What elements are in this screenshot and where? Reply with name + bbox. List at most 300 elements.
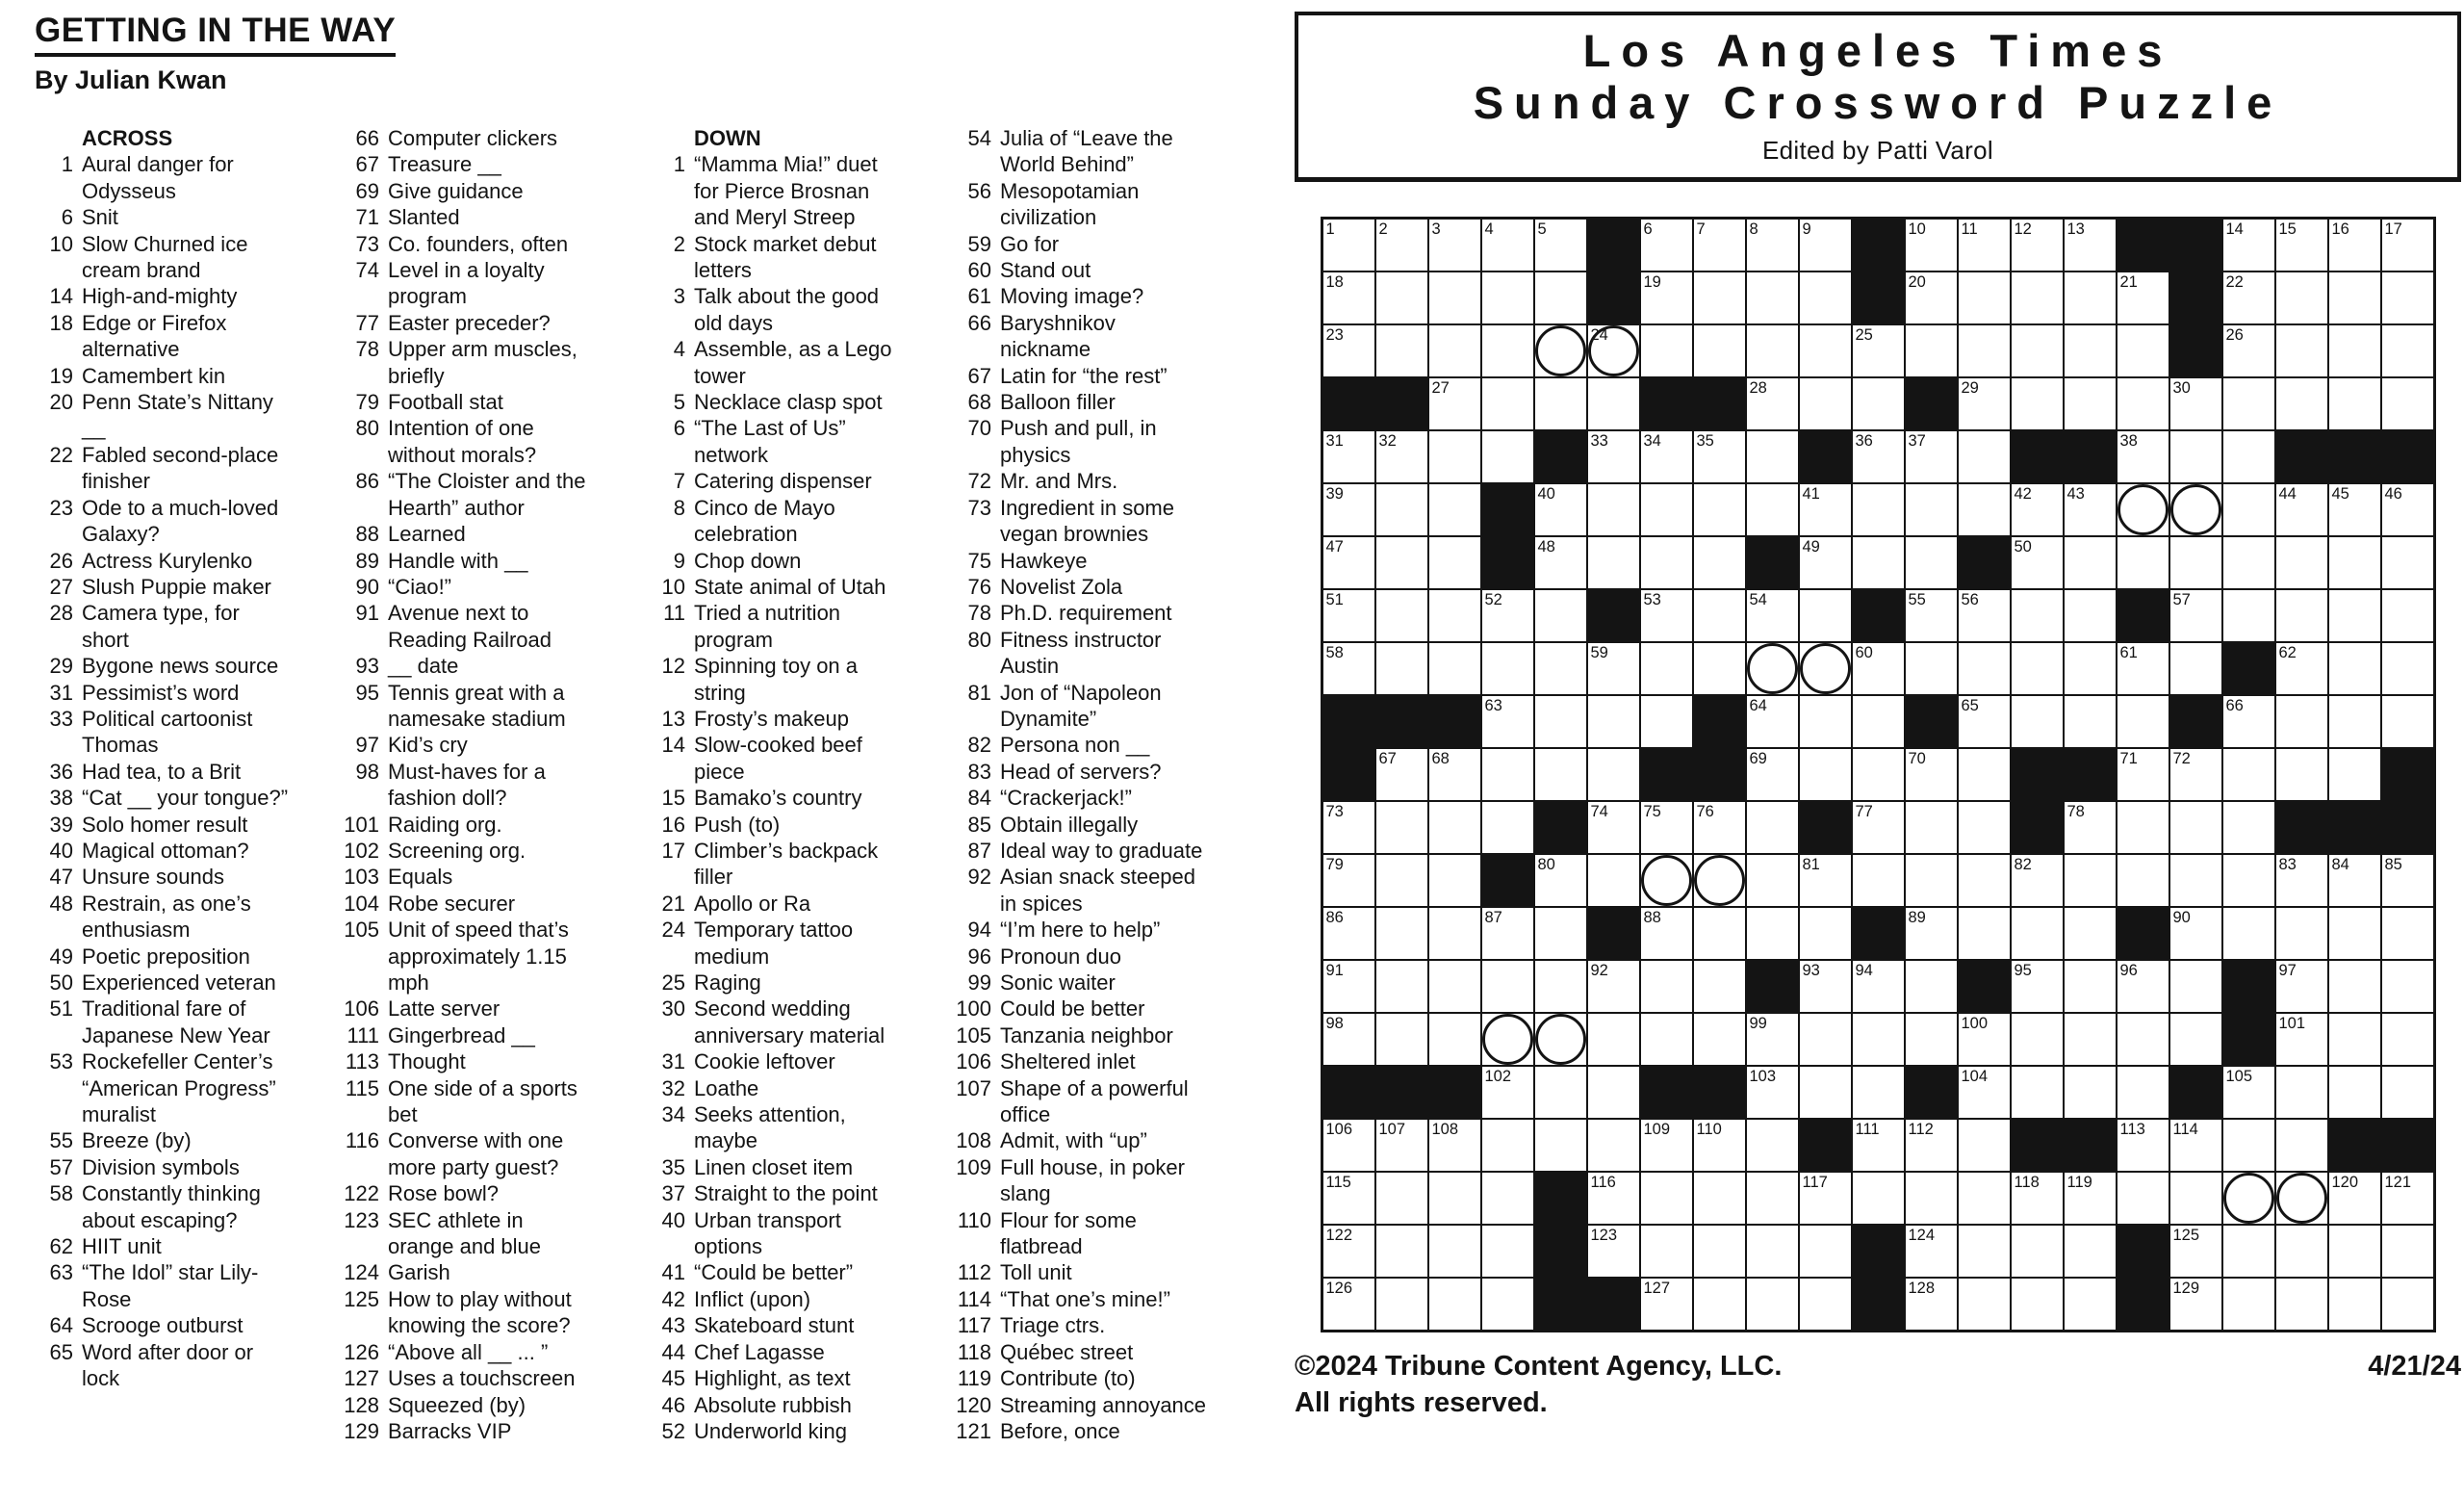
grid-cell[interactable] bbox=[1588, 1173, 1639, 1224]
grid-cell[interactable] bbox=[1906, 961, 1957, 1012]
grid-cell[interactable] bbox=[1906, 220, 1957, 271]
grid-cell[interactable] bbox=[1641, 1014, 1692, 1065]
grid-cell[interactable] bbox=[2223, 1226, 2274, 1277]
grid-cell[interactable] bbox=[2382, 484, 2433, 535]
grid-cell[interactable] bbox=[1323, 431, 1374, 482]
grid-cell[interactable] bbox=[1853, 1120, 1904, 1171]
grid-cell[interactable] bbox=[2118, 855, 2169, 906]
grid-cell[interactable] bbox=[1588, 378, 1639, 429]
grid-cell[interactable] bbox=[1959, 272, 2010, 323]
grid-cell[interactable] bbox=[1747, 1014, 1798, 1065]
grid-cell[interactable] bbox=[1959, 1226, 2010, 1277]
grid-cell[interactable] bbox=[1535, 749, 1586, 800]
grid-cell[interactable] bbox=[2382, 1014, 2433, 1065]
grid-cell[interactable] bbox=[1694, 1279, 1745, 1330]
grid-cell[interactable] bbox=[1800, 1173, 1851, 1224]
grid-cell[interactable] bbox=[2329, 1226, 2380, 1277]
grid-cell[interactable] bbox=[1588, 1067, 1639, 1118]
grid-cell[interactable] bbox=[1906, 749, 1957, 800]
grid-cell[interactable] bbox=[1429, 1279, 1480, 1330]
grid-cell[interactable] bbox=[1906, 1014, 1957, 1065]
grid-cell[interactable] bbox=[1429, 1014, 1480, 1065]
grid-cell[interactable] bbox=[2012, 1173, 2063, 1224]
grid-cell[interactable] bbox=[1535, 961, 1586, 1012]
grid-cell[interactable] bbox=[1641, 643, 1692, 694]
grid-cell[interactable] bbox=[2223, 272, 2274, 323]
grid-cell[interactable] bbox=[1323, 643, 1374, 694]
grid-cell[interactable] bbox=[1588, 1226, 1639, 1277]
grid-cell[interactable] bbox=[1323, 484, 1374, 535]
grid-cell[interactable] bbox=[1959, 220, 2010, 271]
grid-cell[interactable] bbox=[1376, 272, 1427, 323]
grid-cell[interactable] bbox=[1959, 1067, 2010, 1118]
grid-cell[interactable] bbox=[2276, 220, 2327, 271]
grid-cell[interactable] bbox=[2276, 537, 2327, 588]
grid-cell[interactable] bbox=[2118, 431, 2169, 482]
grid-cell[interactable] bbox=[2065, 961, 2116, 1012]
grid-cell[interactable] bbox=[1906, 802, 1957, 853]
grid-cell[interactable] bbox=[1323, 961, 1374, 1012]
grid-cell[interactable] bbox=[2012, 537, 2063, 588]
grid-cell[interactable] bbox=[1482, 378, 1533, 429]
grid-cell[interactable] bbox=[1959, 802, 2010, 853]
grid-cell[interactable] bbox=[1747, 325, 1798, 376]
grid-cell[interactable] bbox=[1959, 696, 2010, 747]
grid-cell[interactable] bbox=[2223, 908, 2274, 959]
grid-cell[interactable] bbox=[1535, 696, 1586, 747]
grid-cell[interactable] bbox=[2329, 325, 2380, 376]
grid-cell[interactable] bbox=[1429, 1226, 1480, 1277]
grid-cell[interactable] bbox=[1853, 378, 1904, 429]
grid-cell[interactable] bbox=[2276, 590, 2327, 641]
grid-cell[interactable] bbox=[1959, 643, 2010, 694]
grid-cell[interactable] bbox=[2329, 908, 2380, 959]
grid-cell[interactable] bbox=[2329, 590, 2380, 641]
grid-cell[interactable] bbox=[2276, 1173, 2327, 1224]
grid-cell[interactable] bbox=[1959, 590, 2010, 641]
grid-cell[interactable] bbox=[1747, 643, 1798, 694]
grid-cell[interactable] bbox=[1429, 749, 1480, 800]
grid-cell[interactable] bbox=[1694, 802, 1745, 853]
grid-cell[interactable] bbox=[2276, 908, 2327, 959]
grid-cell[interactable] bbox=[1535, 220, 1586, 271]
grid-cell[interactable] bbox=[1959, 1173, 2010, 1224]
grid-cell[interactable] bbox=[2118, 749, 2169, 800]
grid-cell[interactable] bbox=[1376, 855, 1427, 906]
grid-cell[interactable] bbox=[2065, 855, 2116, 906]
grid-cell[interactable] bbox=[2276, 1120, 2327, 1171]
grid-cell[interactable] bbox=[2065, 908, 2116, 959]
grid-cell[interactable] bbox=[1535, 643, 1586, 694]
grid-cell[interactable] bbox=[1906, 855, 1957, 906]
grid-cell[interactable] bbox=[2012, 961, 2063, 1012]
grid-cell[interactable] bbox=[1853, 749, 1904, 800]
grid-cell[interactable] bbox=[1853, 431, 1904, 482]
grid-cell[interactable] bbox=[1323, 220, 1374, 271]
grid-cell[interactable] bbox=[1906, 1279, 1957, 1330]
grid-cell[interactable] bbox=[2012, 1226, 2063, 1277]
grid-cell[interactable] bbox=[2170, 590, 2221, 641]
grid-cell[interactable] bbox=[2118, 1067, 2169, 1118]
grid-cell[interactable] bbox=[1641, 1279, 1692, 1330]
grid-cell[interactable] bbox=[2382, 272, 2433, 323]
grid-cell[interactable] bbox=[1482, 749, 1533, 800]
grid-cell[interactable] bbox=[1376, 1120, 1427, 1171]
grid-cell[interactable] bbox=[2382, 696, 2433, 747]
grid-cell[interactable] bbox=[2223, 1173, 2274, 1224]
grid-cell[interactable] bbox=[2012, 325, 2063, 376]
grid-cell[interactable] bbox=[1376, 961, 1427, 1012]
grid-cell[interactable] bbox=[1323, 1279, 1374, 1330]
grid-cell[interactable] bbox=[2223, 802, 2274, 853]
grid-cell[interactable] bbox=[1694, 484, 1745, 535]
grid-cell[interactable] bbox=[1588, 855, 1639, 906]
grid-cell[interactable] bbox=[2276, 325, 2327, 376]
grid-cell[interactable] bbox=[1323, 908, 1374, 959]
grid-cell[interactable] bbox=[2276, 1014, 2327, 1065]
grid-cell[interactable] bbox=[1429, 431, 1480, 482]
grid-cell[interactable] bbox=[1535, 484, 1586, 535]
grid-cell[interactable] bbox=[1800, 643, 1851, 694]
grid-cell[interactable] bbox=[2065, 590, 2116, 641]
grid-cell[interactable] bbox=[1323, 272, 1374, 323]
grid-cell[interactable] bbox=[2170, 378, 2221, 429]
grid-cell[interactable] bbox=[2329, 1279, 2380, 1330]
grid-cell[interactable] bbox=[1853, 696, 1904, 747]
grid-cell[interactable] bbox=[1747, 1226, 1798, 1277]
grid-cell[interactable] bbox=[1429, 590, 1480, 641]
grid-cell[interactable] bbox=[1853, 537, 1904, 588]
grid-cell[interactable] bbox=[1906, 1173, 1957, 1224]
grid-cell[interactable] bbox=[1429, 908, 1480, 959]
grid-cell[interactable] bbox=[1641, 590, 1692, 641]
grid-cell[interactable] bbox=[1482, 643, 1533, 694]
grid-cell[interactable] bbox=[1747, 855, 1798, 906]
grid-cell[interactable] bbox=[1323, 1120, 1374, 1171]
grid-cell[interactable] bbox=[2118, 325, 2169, 376]
grid-cell[interactable] bbox=[1482, 1226, 1533, 1277]
grid-cell[interactable] bbox=[1535, 378, 1586, 429]
grid-cell[interactable] bbox=[1482, 220, 1533, 271]
grid-cell[interactable] bbox=[2382, 590, 2433, 641]
grid-cell[interactable] bbox=[1323, 537, 1374, 588]
grid-cell[interactable] bbox=[2170, 431, 2221, 482]
grid-cell[interactable] bbox=[1747, 1279, 1798, 1330]
grid-cell[interactable] bbox=[1800, 537, 1851, 588]
grid-cell[interactable] bbox=[1535, 1014, 1586, 1065]
grid-cell[interactable] bbox=[1641, 272, 1692, 323]
grid-cell[interactable] bbox=[1906, 1120, 1957, 1171]
grid-cell[interactable] bbox=[2329, 378, 2380, 429]
grid-cell[interactable] bbox=[1376, 537, 1427, 588]
grid-cell[interactable] bbox=[2382, 908, 2433, 959]
grid-cell[interactable] bbox=[1588, 749, 1639, 800]
grid-cell[interactable] bbox=[1482, 325, 1533, 376]
grid-cell[interactable] bbox=[1482, 431, 1533, 482]
grid-cell[interactable] bbox=[2382, 1173, 2433, 1224]
grid-cell[interactable] bbox=[1429, 484, 1480, 535]
grid-cell[interactable] bbox=[1482, 1067, 1533, 1118]
grid-cell[interactable] bbox=[1482, 802, 1533, 853]
grid-cell[interactable] bbox=[1800, 1014, 1851, 1065]
grid-cell[interactable] bbox=[1800, 749, 1851, 800]
grid-cell[interactable] bbox=[2276, 696, 2327, 747]
grid-cell[interactable] bbox=[1429, 537, 1480, 588]
grid-cell[interactable] bbox=[2012, 590, 2063, 641]
grid-cell[interactable] bbox=[2170, 1279, 2221, 1330]
grid-cell[interactable] bbox=[2329, 220, 2380, 271]
grid-cell[interactable] bbox=[2329, 749, 2380, 800]
grid-cell[interactable] bbox=[2276, 484, 2327, 535]
grid-cell[interactable] bbox=[2223, 537, 2274, 588]
grid-cell[interactable] bbox=[2329, 696, 2380, 747]
grid-cell[interactable] bbox=[1323, 1226, 1374, 1277]
grid-cell[interactable] bbox=[1906, 484, 1957, 535]
grid-cell[interactable] bbox=[2118, 272, 2169, 323]
grid-cell[interactable] bbox=[1535, 325, 1586, 376]
grid-cell[interactable] bbox=[1800, 220, 1851, 271]
grid-cell[interactable] bbox=[1429, 961, 1480, 1012]
grid-cell[interactable] bbox=[1376, 643, 1427, 694]
grid-cell[interactable] bbox=[2276, 1279, 2327, 1330]
grid-cell[interactable] bbox=[1694, 908, 1745, 959]
grid-cell[interactable] bbox=[1482, 1014, 1533, 1065]
grid-cell[interactable] bbox=[1323, 1173, 1374, 1224]
grid-cell[interactable] bbox=[1429, 220, 1480, 271]
grid-cell[interactable] bbox=[1694, 643, 1745, 694]
grid-cell[interactable] bbox=[2276, 961, 2327, 1012]
grid-cell[interactable] bbox=[2382, 855, 2433, 906]
grid-cell[interactable] bbox=[1959, 1120, 2010, 1171]
grid-cell[interactable] bbox=[2276, 1067, 2327, 1118]
grid-cell[interactable] bbox=[2223, 378, 2274, 429]
grid-cell[interactable] bbox=[1694, 1173, 1745, 1224]
grid-cell[interactable] bbox=[2012, 643, 2063, 694]
grid-cell[interactable] bbox=[1694, 855, 1745, 906]
grid-cell[interactable] bbox=[2223, 484, 2274, 535]
grid-cell[interactable] bbox=[2382, 961, 2433, 1012]
grid-cell[interactable] bbox=[2012, 855, 2063, 906]
grid-cell[interactable] bbox=[2329, 643, 2380, 694]
grid-cell[interactable] bbox=[1694, 431, 1745, 482]
grid-cell[interactable] bbox=[1588, 431, 1639, 482]
grid-cell[interactable] bbox=[2223, 220, 2274, 271]
grid-cell[interactable] bbox=[1853, 325, 1904, 376]
grid-cell[interactable] bbox=[2223, 1279, 2274, 1330]
grid-cell[interactable] bbox=[1535, 1120, 1586, 1171]
grid-cell[interactable] bbox=[1959, 1279, 2010, 1330]
grid-cell[interactable] bbox=[1482, 590, 1533, 641]
grid-cell[interactable] bbox=[1747, 484, 1798, 535]
grid-cell[interactable] bbox=[2170, 855, 2221, 906]
grid-cell[interactable] bbox=[2170, 961, 2221, 1012]
grid-cell[interactable] bbox=[2170, 484, 2221, 535]
grid-cell[interactable] bbox=[1694, 1120, 1745, 1171]
grid-cell[interactable] bbox=[1535, 855, 1586, 906]
grid-cell[interactable] bbox=[2118, 802, 2169, 853]
grid-cell[interactable] bbox=[1853, 802, 1904, 853]
grid-cell[interactable] bbox=[1641, 484, 1692, 535]
grid-cell[interactable] bbox=[1376, 749, 1427, 800]
grid-cell[interactable] bbox=[1853, 1173, 1904, 1224]
grid-cell[interactable] bbox=[2276, 749, 2327, 800]
grid-cell[interactable] bbox=[2223, 1067, 2274, 1118]
grid-cell[interactable] bbox=[1641, 1120, 1692, 1171]
grid-cell[interactable] bbox=[2276, 855, 2327, 906]
grid-cell[interactable] bbox=[1376, 590, 1427, 641]
grid-cell[interactable] bbox=[1376, 908, 1427, 959]
grid-cell[interactable] bbox=[1906, 537, 1957, 588]
grid-cell[interactable] bbox=[2382, 325, 2433, 376]
grid-cell[interactable] bbox=[2012, 378, 2063, 429]
grid-cell[interactable] bbox=[1482, 961, 1533, 1012]
grid-cell[interactable] bbox=[1747, 590, 1798, 641]
grid-cell[interactable] bbox=[1376, 484, 1427, 535]
grid-cell[interactable] bbox=[1641, 325, 1692, 376]
grid-cell[interactable] bbox=[1906, 590, 1957, 641]
grid-cell[interactable] bbox=[1694, 272, 1745, 323]
grid-cell[interactable] bbox=[2382, 1226, 2433, 1277]
grid-cell[interactable] bbox=[1429, 1120, 1480, 1171]
grid-cell[interactable] bbox=[1747, 220, 1798, 271]
grid-cell[interactable] bbox=[2276, 378, 2327, 429]
grid-cell[interactable] bbox=[1641, 855, 1692, 906]
grid-cell[interactable] bbox=[2012, 1279, 2063, 1330]
grid-cell[interactable] bbox=[2065, 1226, 2116, 1277]
grid-cell[interactable] bbox=[1800, 961, 1851, 1012]
grid-cell[interactable] bbox=[2329, 272, 2380, 323]
grid-cell[interactable] bbox=[2382, 537, 2433, 588]
grid-cell[interactable] bbox=[1747, 431, 1798, 482]
grid-cell[interactable] bbox=[1853, 855, 1904, 906]
grid-cell[interactable] bbox=[1959, 855, 2010, 906]
grid-cell[interactable] bbox=[1376, 1279, 1427, 1330]
grid-cell[interactable] bbox=[2329, 1067, 2380, 1118]
grid-cell[interactable] bbox=[2170, 1226, 2221, 1277]
grid-cell[interactable] bbox=[1959, 484, 2010, 535]
grid-cell[interactable] bbox=[1694, 590, 1745, 641]
grid-cell[interactable] bbox=[1482, 908, 1533, 959]
grid-cell[interactable] bbox=[1800, 272, 1851, 323]
grid-cell[interactable] bbox=[2382, 1067, 2433, 1118]
grid-cell[interactable] bbox=[1641, 961, 1692, 1012]
grid-cell[interactable] bbox=[1588, 802, 1639, 853]
grid-cell[interactable] bbox=[2329, 855, 2380, 906]
grid-cell[interactable] bbox=[2382, 643, 2433, 694]
grid-cell[interactable] bbox=[2065, 378, 2116, 429]
grid-cell[interactable] bbox=[1906, 643, 1957, 694]
grid-cell[interactable] bbox=[1800, 696, 1851, 747]
grid-cell[interactable] bbox=[2223, 590, 2274, 641]
grid-cell[interactable] bbox=[1588, 696, 1639, 747]
grid-cell[interactable] bbox=[1747, 1173, 1798, 1224]
grid-cell[interactable] bbox=[2329, 1014, 2380, 1065]
grid-cell[interactable] bbox=[1959, 908, 2010, 959]
grid-cell[interactable] bbox=[1429, 1173, 1480, 1224]
grid-cell[interactable] bbox=[1747, 749, 1798, 800]
grid-cell[interactable] bbox=[1959, 325, 2010, 376]
grid-cell[interactable] bbox=[2065, 537, 2116, 588]
grid-cell[interactable] bbox=[2118, 696, 2169, 747]
grid-cell[interactable] bbox=[1694, 1226, 1745, 1277]
grid-cell[interactable] bbox=[1641, 220, 1692, 271]
grid-cell[interactable] bbox=[1535, 272, 1586, 323]
grid-cell[interactable] bbox=[2276, 1226, 2327, 1277]
grid-cell[interactable] bbox=[2223, 325, 2274, 376]
grid-cell[interactable] bbox=[1694, 961, 1745, 1012]
grid-cell[interactable] bbox=[1376, 325, 1427, 376]
grid-cell[interactable] bbox=[1323, 325, 1374, 376]
grid-cell[interactable] bbox=[1800, 855, 1851, 906]
grid-cell[interactable] bbox=[2382, 220, 2433, 271]
grid-cell[interactable] bbox=[1641, 431, 1692, 482]
grid-cell[interactable] bbox=[2065, 643, 2116, 694]
grid-cell[interactable] bbox=[1376, 1173, 1427, 1224]
grid-cell[interactable] bbox=[1800, 908, 1851, 959]
grid-cell[interactable] bbox=[1323, 802, 1374, 853]
grid-cell[interactable] bbox=[1323, 855, 1374, 906]
grid-cell[interactable] bbox=[2065, 696, 2116, 747]
grid-cell[interactable] bbox=[2065, 1279, 2116, 1330]
grid-cell[interactable] bbox=[2170, 908, 2221, 959]
grid-cell[interactable] bbox=[1376, 431, 1427, 482]
grid-cell[interactable] bbox=[1588, 1120, 1639, 1171]
grid-cell[interactable] bbox=[2065, 1067, 2116, 1118]
grid-cell[interactable] bbox=[1694, 325, 1745, 376]
grid-cell[interactable] bbox=[1429, 855, 1480, 906]
grid-cell[interactable] bbox=[1747, 378, 1798, 429]
grid-cell[interactable] bbox=[2170, 749, 2221, 800]
grid-cell[interactable] bbox=[1959, 431, 2010, 482]
grid-cell[interactable] bbox=[2276, 272, 2327, 323]
grid-cell[interactable] bbox=[2012, 1014, 2063, 1065]
grid-cell[interactable] bbox=[2170, 643, 2221, 694]
grid-cell[interactable] bbox=[2065, 272, 2116, 323]
grid-cell[interactable] bbox=[1588, 325, 1639, 376]
grid-cell[interactable] bbox=[2329, 537, 2380, 588]
grid-cell[interactable] bbox=[1535, 908, 1586, 959]
grid-cell[interactable] bbox=[1429, 802, 1480, 853]
grid-cell[interactable] bbox=[1429, 272, 1480, 323]
grid-cell[interactable] bbox=[2329, 1173, 2380, 1224]
grid-cell[interactable] bbox=[1376, 802, 1427, 853]
grid-cell[interactable] bbox=[2170, 802, 2221, 853]
grid-cell[interactable] bbox=[1376, 1014, 1427, 1065]
grid-cell[interactable] bbox=[1959, 1014, 2010, 1065]
grid-cell[interactable] bbox=[1959, 749, 2010, 800]
grid-cell[interactable] bbox=[1800, 590, 1851, 641]
grid-cell[interactable] bbox=[1747, 272, 1798, 323]
grid-cell[interactable] bbox=[1376, 220, 1427, 271]
grid-cell[interactable] bbox=[1482, 1120, 1533, 1171]
grid-cell[interactable] bbox=[2012, 696, 2063, 747]
grid-cell[interactable] bbox=[1482, 1279, 1533, 1330]
grid-cell[interactable] bbox=[2329, 961, 2380, 1012]
grid-cell[interactable] bbox=[1853, 961, 1904, 1012]
grid-cell[interactable] bbox=[2223, 855, 2274, 906]
grid-cell[interactable] bbox=[2012, 272, 2063, 323]
grid-cell[interactable] bbox=[2223, 696, 2274, 747]
grid-cell[interactable] bbox=[1323, 1014, 1374, 1065]
grid-cell[interactable] bbox=[2012, 220, 2063, 271]
grid-cell[interactable] bbox=[1800, 325, 1851, 376]
grid-cell[interactable] bbox=[1429, 325, 1480, 376]
grid-cell[interactable] bbox=[1906, 908, 1957, 959]
grid-cell[interactable] bbox=[1535, 590, 1586, 641]
grid-cell[interactable] bbox=[1906, 272, 1957, 323]
grid-cell[interactable] bbox=[1747, 908, 1798, 959]
grid-cell[interactable] bbox=[2065, 220, 2116, 271]
